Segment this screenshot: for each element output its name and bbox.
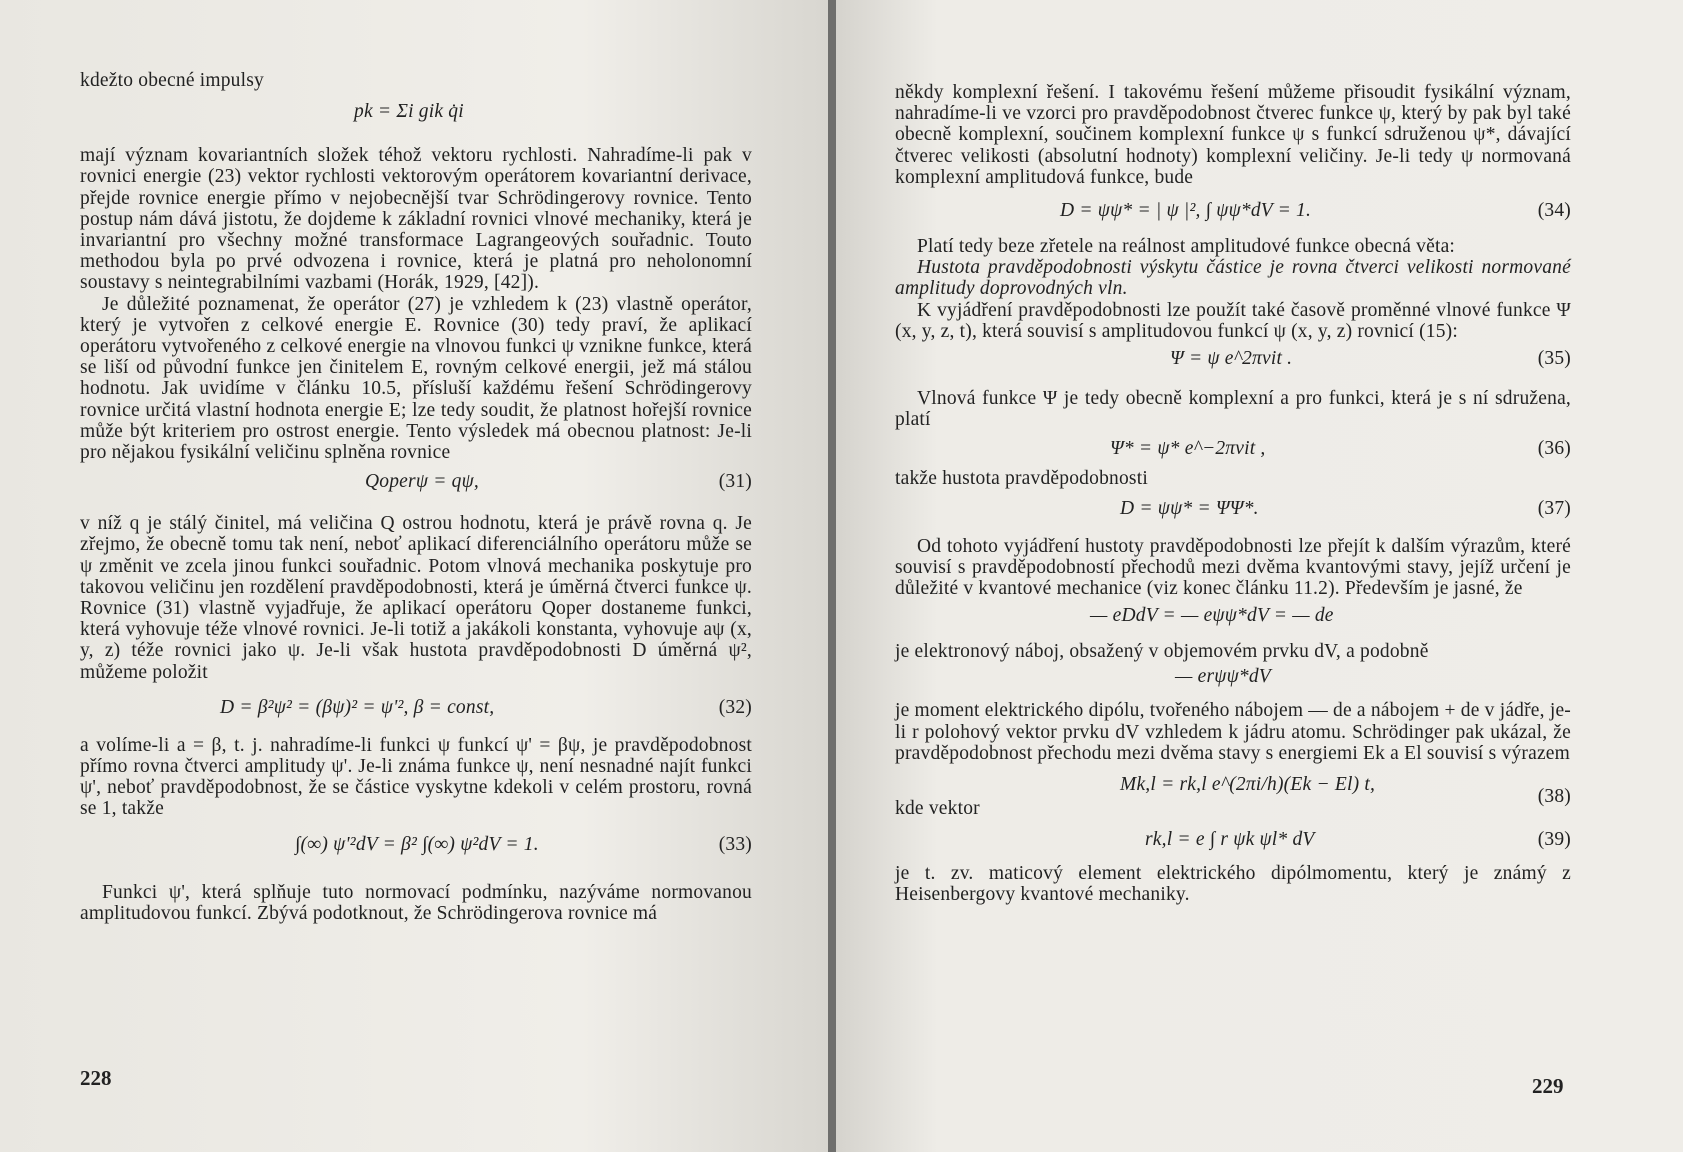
page-number-left: 228 bbox=[80, 1066, 112, 1090]
equation-36-number: (36) bbox=[1537, 438, 1571, 460]
right-paragraph-1: někdy komplexní řešení. I takovému řešení můžeme přisoudit fysikální význam, nahradíme-li ve vzorci pro pravděpodobnost čtverec funkce ψ, který by pak byl také obecně komplexní, součinem komplexní funkce ψ s funkcí sdruženou ψ*, dávající čtverec velikosti (absolutní hodnoty) komplexní veličiny. Je-li tedy ψ normovaná komplexní amplitudová funkce, bude bbox=[895, 82, 1571, 188]
equation-36 bbox=[895, 438, 1571, 462]
equation-charge-expr: — eDdV = — eψψ*dV = — de bbox=[1090, 605, 1334, 627]
equation-37-expr: D = ψψ* = ΨΨ*. bbox=[1120, 497, 1259, 519]
equation-31-number: (31) bbox=[718, 471, 752, 493]
right-paragraph-6: Od tohoto vyjádření hustoty pravděpodobnosti lze přejít k dalším výrazům, které souvisí s pravděpodobností přechodů mezi dvěma kvantovými stavy, jejíž určení je důležité v kvantové mechanice (viz konec článku 11.2). Především je jasné, že bbox=[895, 535, 1571, 600]
equation-36-expr: Ψ* = ψ* e^−2πνit , bbox=[1110, 438, 1266, 460]
left-paragraph-1: mají význam kovariantních složek téhož vektoru rychlosti. Nahradíme-li pak v rovnici energie (23) vektor rychlosti vektorovým operátorem kovariantní derivace, přejde rovnice energie přímo v nejobecnější tvar Schrödingerovy rovnice. Tento postup nám dává jistotu, že dojdeme k základní rovnici vlnové mechaniky, která je invariantní pro všechny možné transformace Lagrangeových souřadnic. Touto methodou byla po prvé odvozena i rovnice, která je platná pro neholonomní soustavy s neintegrabilními vazbami (Horák, 1929, [42]). bbox=[80, 145, 752, 294]
left-paragraph-5: Funkci ψ', která splňuje tuto normovací podmínku, nazýváme normovanou amplitudovou funkcí. Zbývá podotknout, že Schrödingerova rovnice má bbox=[80, 881, 752, 924]
equation-34 bbox=[895, 200, 1571, 224]
equation-33-expr: ∫(∞) ψ'²dV = β² ∫(∞) ψ²dV = 1. bbox=[295, 833, 539, 855]
left-text-column bbox=[80, 70, 752, 924]
equation-33 bbox=[80, 834, 752, 858]
right-paragraph-8: je moment elektrického dipólu, tvořeného nábojem — de a nábojem + de v jádře, je-li r polohový vektor prvku dV vzhledem k jádru atomu. Schrödinger pak ukázal, že pravděpodobnost přechodu mezi dvěma stavy s energiemi Ek a El souvisí s výrazem bbox=[895, 700, 1571, 764]
equation-32 bbox=[80, 697, 752, 721]
equation-dipole-expr: — erψψ*dV bbox=[1175, 666, 1271, 688]
equation-38-number: (38) bbox=[1537, 786, 1571, 808]
right-paragraph-4: Vlnová funkce Ψ je tedy obecně komplexní a pro funkci, která je s ní sdružena, platí bbox=[895, 388, 1571, 431]
equation-37-number: (37) bbox=[1537, 497, 1571, 519]
equation-pk bbox=[80, 91, 752, 139]
right-text-column bbox=[895, 82, 1571, 906]
equation-34-expr: D = ψψ* = | ψ |², ∫ ψψ*dV = 1. bbox=[1060, 200, 1312, 222]
equation-39 bbox=[895, 829, 1571, 853]
equation-32-expr: D = β²ψ² = (βψ)² = ψ'², β = const, bbox=[220, 696, 495, 718]
equation-31-expr: Qoperψ = qψ, bbox=[365, 471, 479, 493]
equation-35 bbox=[895, 348, 1571, 372]
right-paragraph-9: kde vektor bbox=[895, 798, 980, 820]
right-paragraph-7: je elektronový náboj, obsažený v objemovém prvku dV, a podobně bbox=[895, 641, 1429, 663]
equation-35-number: (35) bbox=[1537, 348, 1571, 370]
left-paragraph-4: a volíme-li a = β, t. j. nahradíme-li funkci ψ funkcí ψ' = βψ, je pravděpodobnost přímo rovna čtverci amplitudy ψ'. Je-li známa funkce ψ, není nesnadné najít funkci ψ', neboť pravděpodobnost, že se částice vyskytne kdekoli v celém prostoru, rovná se 1, takže bbox=[80, 734, 752, 820]
equation-32-number: (32) bbox=[718, 696, 752, 718]
theorem-statement: Hustota pravděpodobnosti výskytu částice je rovna čtverci velikosti normované amplitudy doprovodných vln. bbox=[895, 257, 1571, 300]
right-paragraph-3: K vyjádření pravděpodobnosti lze použít také časově proměnné vlnové funkce Ψ (x, y, z, t), která souvisí s amplitudovou funkcí ψ (x, y, z) rovnicí (15): bbox=[895, 299, 1571, 342]
equation-33-number: (33) bbox=[718, 833, 752, 855]
equation-39-expr: rk,l = e ∫ r ψk ψl* dV bbox=[1145, 829, 1315, 851]
equation-31 bbox=[80, 471, 752, 495]
equation-38-expr: Mk,l = rk,l e^(2πi/h)(Ek − El) t, bbox=[1120, 774, 1376, 796]
right-paragraph-5: takže hustota pravděpodobnosti bbox=[895, 468, 1148, 490]
right-paragraph-2: Platí tedy beze zřetele na reálnost amplitudové funkce obecná věta: bbox=[917, 236, 1456, 258]
equation-dipole bbox=[895, 666, 1571, 690]
equation-37 bbox=[895, 498, 1571, 522]
left-paragraph-3: v níž q je stálý činitel, má veličina Q ostrou hodnotu, která je právě rovna q. Je zřejmo, že obecně tomu tak není, neboť aplikací diferenciálního operátoru může se ψ změnit ve zcela jinou funkci souřadnic. Potom vlnová mechanika poskytuje pro takovou veličinu jen rozdělení pravděpodobnosti, která je úměrná čtverci funkce ψ. Rovnice (31) vlastně vyjadřuje, že aplikací operátoru Qoper dostaneme funkci, která vyhovuje téže vlnové rovnici. Je-li totiž a jakákoli konstanta, vyhovuje aψ (x, y, z) téže rovnici jako ψ. Je-li však hustota pravděpodobnosti D úměrná ψ², můžeme položit bbox=[80, 513, 752, 683]
equation-35-expr: Ψ = ψ e^2πνit . bbox=[1170, 348, 1293, 370]
page-number-right: 229 bbox=[1532, 1074, 1564, 1098]
left-paragraph-2: Je důležité poznamenat, že operátor (27) je vzhledem k (23) vlastně operátor, který je vytvořen z celkové energie E. Rovnice (30) tedy praví, že aplikací operátoru vytvořeného z celkové energie na vlnovou funkci ψ vznikne funkce, která se liší od původní funkce jen činitelem E, rovným celkové energii, jež má stálou hodnotu. Jak uvidíme v článku 10.5, přísluší každému řešení Schrödingerovy rovnice určitá vlastní hodnota energie E; lze tedy soudit, že platnost hořejší rovnice může být kriteriem pro ostrost energie. Tento výsledek má obecnou platnost: Je-li pro nějakou fysikální veličinu splněna rovnice bbox=[80, 293, 752, 464]
equation-charge bbox=[895, 605, 1571, 629]
equation-pk-expr: pk = Σi gik q̇i bbox=[354, 101, 464, 123]
equation-39-number: (39) bbox=[1537, 829, 1571, 851]
equation-38 bbox=[895, 774, 1571, 808]
equation-34-number: (34) bbox=[1537, 200, 1571, 222]
intro-line: kdežto obecné impulsy bbox=[80, 70, 264, 91]
right-paragraph-10: je t. zv. maticový element elektrického dipólmomentu, který je známý z Heisenbergovy kvantové mechaniky. bbox=[895, 863, 1571, 906]
